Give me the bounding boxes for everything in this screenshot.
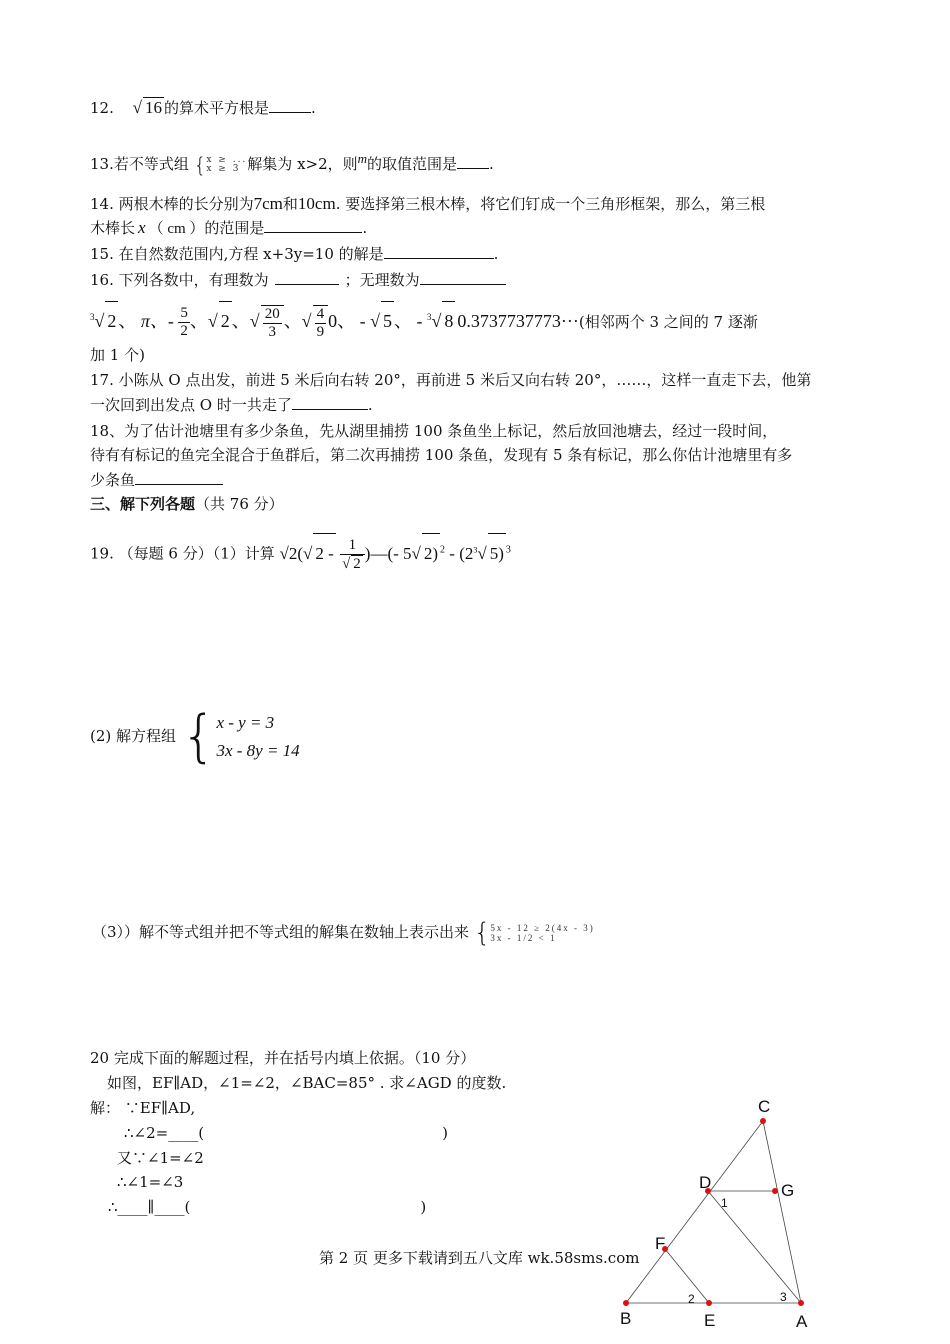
question-20-given: 如图，EF∥AD，∠1=∠2，∠BAC=85° . 求∠AGD 的度数. <box>107 1074 507 1092</box>
question-19-2: (2) 解方程组 { x - y = 3 3x - 8y = 14 <box>90 704 300 769</box>
inequality-system-19-3: 5x - 12 ≥ 2(4x - 3) 3x - 1/2 < 1 <box>490 923 595 943</box>
solution-step-2: 又∵∠1=∠2 <box>117 1149 204 1167</box>
question-17-line2: 一次回到出发点 O 时一共走了 . <box>90 396 373 414</box>
question-12: 12. √ 16 的算术平方根是 . <box>90 98 316 117</box>
question-20-title: 20 完成下面的解题过程，并在括号内填上依据。（10 分） <box>90 1049 476 1067</box>
label-G: G <box>781 1181 795 1200</box>
question-19-3: （3））解不等式组并把不等式组的解集在数轴上表示出来 { 5x - 12 ≥ 2(4x - 3) 3x - 1/2 < 1 <box>92 918 595 948</box>
segment-CB <box>626 1121 763 1303</box>
point-G <box>772 1188 778 1194</box>
label-B: B <box>620 1309 632 1328</box>
point-C <box>760 1118 766 1124</box>
geometry-figure <box>600 1090 830 1340</box>
label-E: E <box>704 1311 716 1330</box>
question-15: 15. 在自然数范围内,方程 x+3y=10 的解是 . <box>90 245 499 263</box>
question-14-line2: 木棒长 x （ cm ）的范围是 . <box>90 218 368 237</box>
question-14-line1: 14. 两根木棒的长分别为7cm和10cm. 要选择第三根木棒，将它们钉成一个三角形框架，那么，第三根 <box>90 194 766 213</box>
question-18-line3: 少条鱼 <box>90 470 223 490</box>
angle-1-label: 1 <box>721 1196 728 1210</box>
answer-blank-15[interactable] <box>384 244 494 259</box>
equation-system: x - y = 3 3x - 8y = 14 <box>216 713 300 760</box>
point-A <box>798 1300 804 1306</box>
answer-blank-17[interactable] <box>292 395 368 410</box>
solution-step-1: ∴∠2=____( ) <box>124 1124 448 1142</box>
question-18-line1: 18、为了估计池塘里有多少条鱼，先从湖里捕捞 100 条鱼坐上标记，然后放回池塘去，经过一段时间， <box>90 422 778 440</box>
solution-step-4: ∴____∥____( ) <box>108 1198 427 1216</box>
angle-3-label: 3 <box>780 1290 787 1304</box>
section-3-heading: 三、解下列各题（共 76 分） <box>90 495 284 513</box>
page-footer: 第 2 页 更多下载请到五八文库 wk.58sms.com <box>319 1249 640 1267</box>
sqrt-16: 16 <box>144 98 162 117</box>
point-E <box>706 1300 712 1306</box>
point-B <box>623 1300 629 1306</box>
segment-FE <box>665 1249 709 1303</box>
question-16: 16. 下列各数中，有理数为 ；无理数为 <box>90 270 506 290</box>
inequality-system-13: x ≥ ... x ≥ 3 <box>206 155 248 174</box>
answer-blank-12[interactable] <box>269 98 311 113</box>
answer-blank-16-rational[interactable] <box>275 270 339 285</box>
question-17-line1: 17. 小陈从 O 点出发，前进 5 米后向右转 20°，再前进 5 米后又向右转 20°，……，这样一直走下去，他第 <box>90 371 812 389</box>
question-16-note: 加 1 个) <box>90 346 145 364</box>
angle-2-label: 2 <box>688 1292 695 1306</box>
question-18-line2: 待有有标记的鱼完全混合于鱼群后，第二次再捕捞 100 条鱼，发现有 5 条有标记，那么你估计池塘里有多 <box>90 446 793 464</box>
answer-blank-18[interactable] <box>135 470 223 485</box>
answer-blank-16-irrational[interactable] <box>420 270 506 285</box>
label-C: C <box>758 1097 771 1116</box>
solution-step-3: ∴∠1=∠3 <box>117 1173 184 1191</box>
answer-blank-14[interactable] <box>264 218 362 233</box>
question-19-1: 19. （每题 6 分）（1）计算 √2(√ 2 - $\frac{1}{√ 2}$ )—(- 5√ 2) $^2 - (2^3√$ 5) $^3$ <box>90 530 511 574</box>
answer-blank-13[interactable] <box>457 154 489 169</box>
solution-step-0: 解： ∵EF∥AD, <box>90 1099 196 1117</box>
question-13: 13.若不等式组 { x ≥ ... x ≥ 3 解集为 x>2，则m的取值范围是 . <box>90 151 494 177</box>
label-A: A <box>796 1312 808 1331</box>
number-list-16: $^3$√ 2 、 π、- $\frac{5}{2}$ 、√ 2 、√ $\frac{20}{3}$ 、√ $\frac{4}{9}$ 0、 - √ 5 、 - $^3$√ 8 0.3737737773···(相邻两个 3 之间的 7 逐渐 <box>90 298 758 341</box>
label-F: F <box>655 1234 666 1253</box>
label-D: D <box>699 1173 712 1192</box>
segment-CA <box>763 1121 801 1303</box>
